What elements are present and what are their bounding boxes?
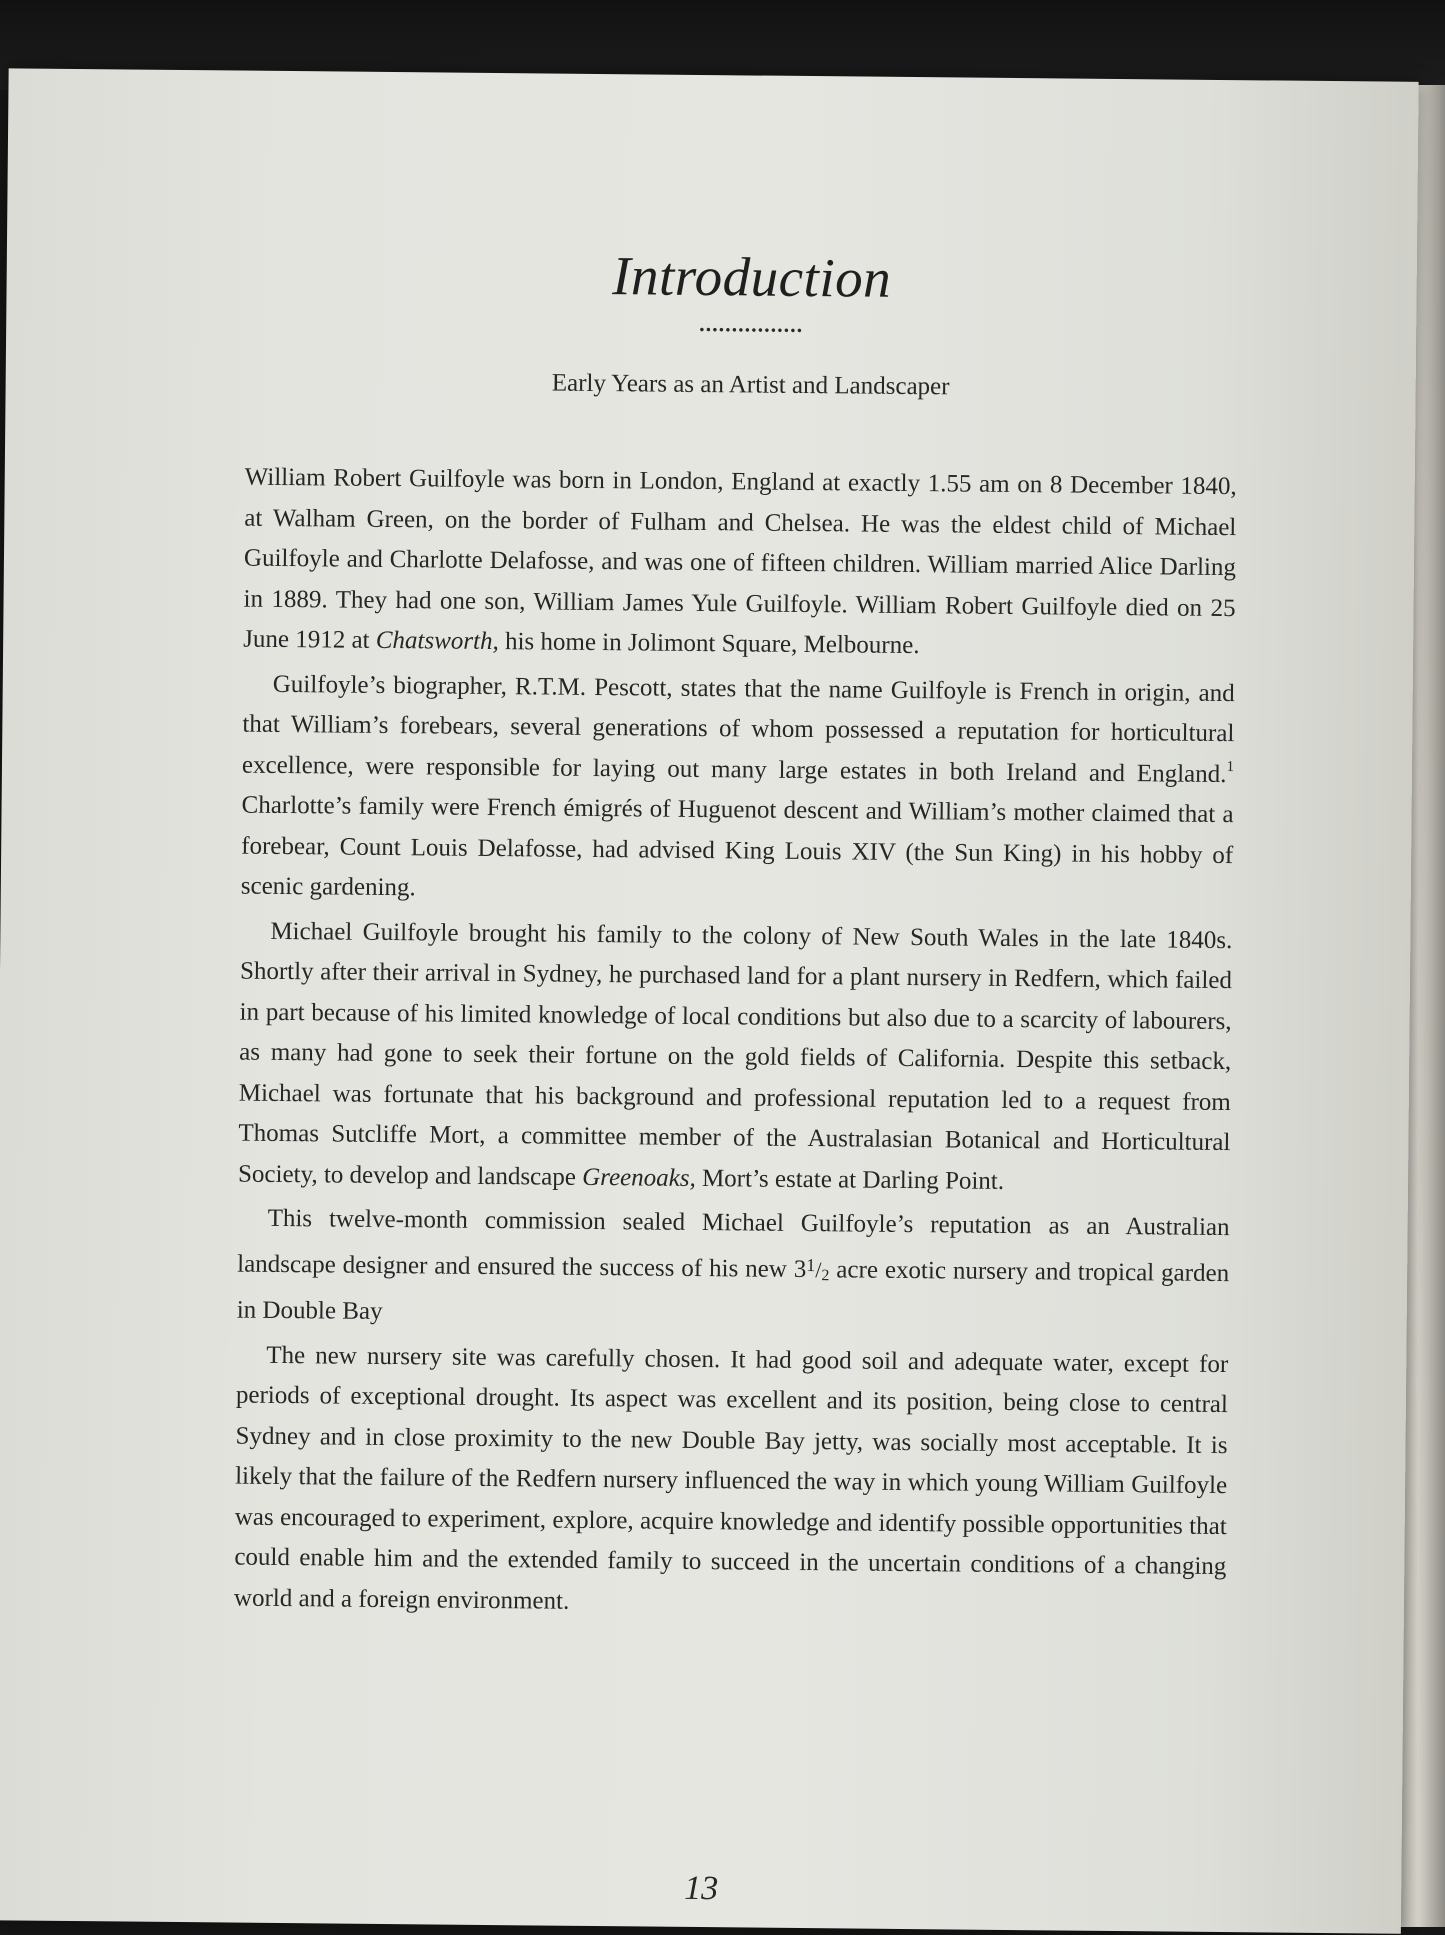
book-page [0, 68, 1419, 1933]
chapter-subtitle: Early Years as an Artist and Landscaper [551, 369, 950, 401]
paragraph-4: This twelve-month commission sealed Michael Guilfoyle’s reputation as an Australian landscape designer and ensured the success of his new $3^1/2$ acre exotic nursery and tropical garden in Double Bay [236, 1204, 1230, 1325]
chapter-title: Introduction [611, 245, 892, 309]
page-number: 13 [684, 1869, 719, 1908]
paragraph-1: William Robert Guilfoyle was born in London, England at exactly 1.55 am on 8 December 1840, at Walham Green, on the border of Fulham and Chelsea. He was the eldest child of Michael Guilfoyle and Charlotte Delafosse, and was one of fifteen children. William married Alice Darling in 1889. They had one son, William James Yule Guilfoyle. William Robert Guilfoyle died on 25 June 1912 at Chatsworth, his home in Jolimont Square, Melbourne. [243, 463, 1237, 660]
body-text [234, 458, 1237, 1632]
fraction-numerator: 1 [806, 1254, 816, 1275]
paragraph-5: The new nursery site was carefully chosen. It had good soil and adequate water, except for periods of exceptional drought. Its aspect was excellent and its position, being close to central Sydney and in close proximity to the new Double Bay jetty, was socially most acceptable. It is likely that the failure of the Redfern nursery influenced the way in which young William Guilfoyle was encouraged to experiment, explore, acquire knowledge and identify possible opportunities that could enable him and the extended family to succeed in the uncertain conditions of a changing world and a foreign environment. [233, 1341, 1229, 1615]
paragraph-3: Michael Guilfoyle brought his family to the colony of New South Wales in the late 1840s. Shortly after their arrival in Sydney, he purchased land for a plant nursery in Redfern, which failed in part because of his limited knowledge of local conditions but also due to a scarcity of labourers, as many had gone to seek their fortune on the gold fields of California. Despite this setback, Michael was fortunate that his background and professional reputation led to a request from Thomas Sutcliffe Mort, a committee member of the Australasian Botanical and Horticultural Society, to develop and landscape Greenoaks, Mort’s estate at Darling Point. [237, 917, 1233, 1195]
italic-estate-name: Chatsworth, [375, 626, 499, 656]
paragraph-2: Guilfoyle’s biographer, R.T.M. Pescott, states that the name Guilfoyle is French in origin, and that William’s forebears, several generations of whom possessed a reputation for horticultural excellence, were responsible for laying out many large estates in both Ireland and England.$^1$ Charlotte’s family were French émigrés of Huguenot descent and William’s mother claimed that a forebear, Count Louis Delafosse, had advised King Louis XIV (the Sun King) in his hobby of scenic gardening. [240, 670, 1235, 902]
footnote-marker: 1 [1226, 758, 1235, 775]
title-ornament-divider: ................ [699, 310, 804, 337]
fraction-denominator: 2 [821, 1266, 830, 1284]
italic-estate-name: Greenoaks, [582, 1163, 696, 1192]
